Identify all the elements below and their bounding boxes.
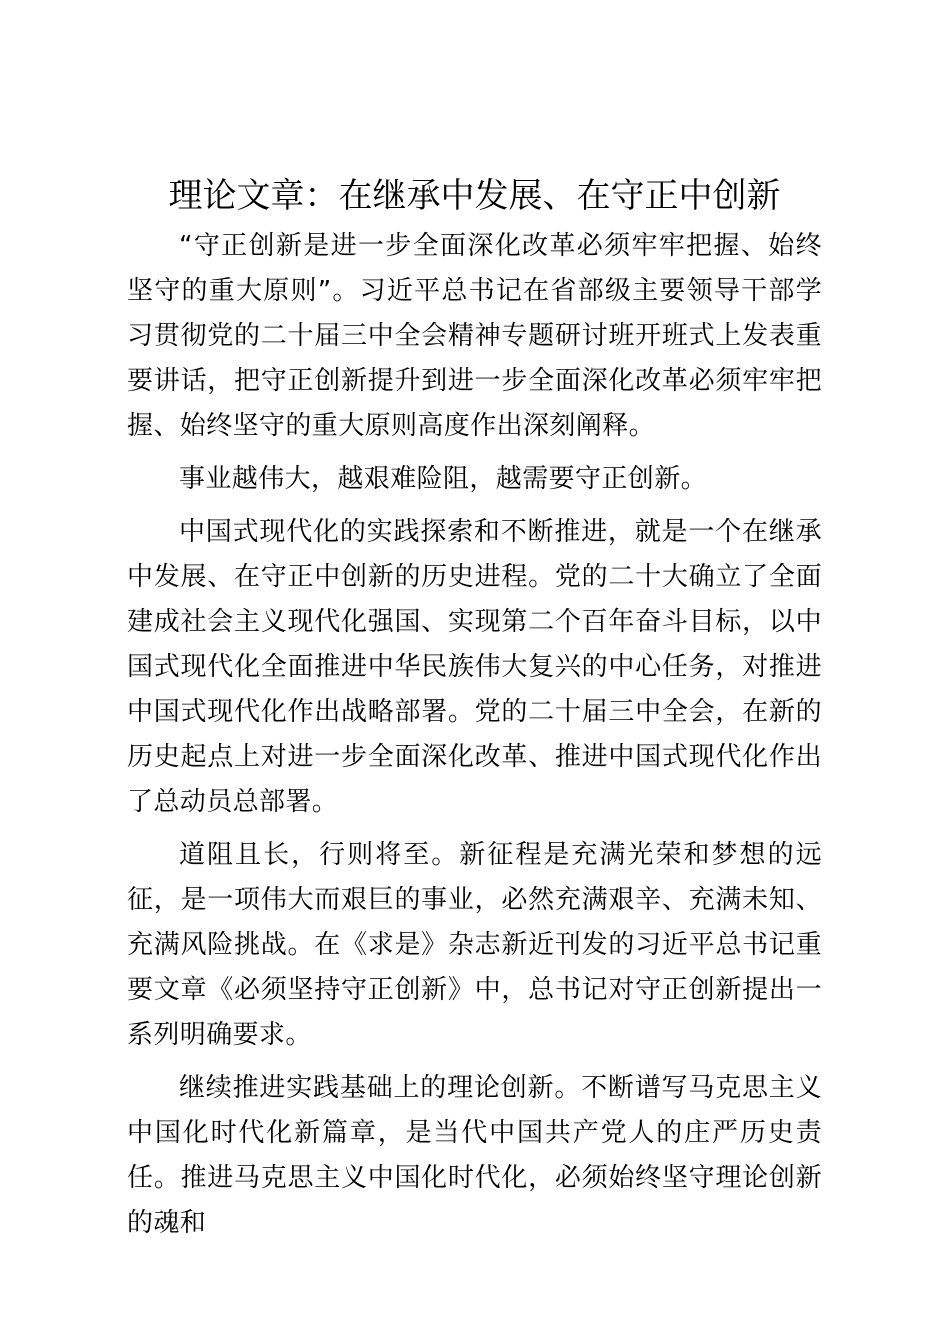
paragraph-5: 继续推进实践基础上的理论创新。不断谱写马克思主义中国化时代化新篇章，是当代中国共产党人的庄严历史责任。推进马克思主义中国化时代化，必须始终坚守理论创新的魂和: [127, 1073, 822, 1238]
document-page: [127, 172, 822, 1246]
paragraph-3: 中国式现代化的实践探索和不断推进，就是一个在继承中发展、在守正中创新的历史进程。党的二十大确立了全面建成社会主义现代化强国、实现第二个百年奋斗目标，以中国式现代化全面推进中华民族伟大复兴的中心任务，对推进中国式现代化作出战略部署。党的二十届三中全会，在新的历史起点上对进一步全面深化改革、推进中国式现代化作出了总动员总部署。: [127, 517, 822, 817]
paragraph-1: “守正创新是进一步全面深化改革必须牢牢把握、始终坚守的重大原则”。习近平总书记在省部级主要领导干部学习贯彻党的二十届三中全会精神专题研讨班开班式上发表重要讲话，把守正创新提升到进一步全面深化改革必须牢牢把握、始终坚守的重大原则高度作出深刻阐释。: [127, 231, 822, 441]
paragraph-4: 道阻且长，行则将至。新征程是充满光荣和梦想的远征，是一项伟大而艰巨的事业，必然充满艰辛、充满未知、充满风险挑战。在《求是》杂志新近刊发的习近平总书记重要文章《必须坚持守正创新》中，总书记对守正创新提出一系列明确要求。: [127, 840, 822, 1050]
document-title: 理论文章：在继承中发展、在守正中创新: [168, 176, 781, 216]
paragraph-2: 事业越伟大，越艰难险阻，越需要守正创新。: [179, 464, 708, 494]
